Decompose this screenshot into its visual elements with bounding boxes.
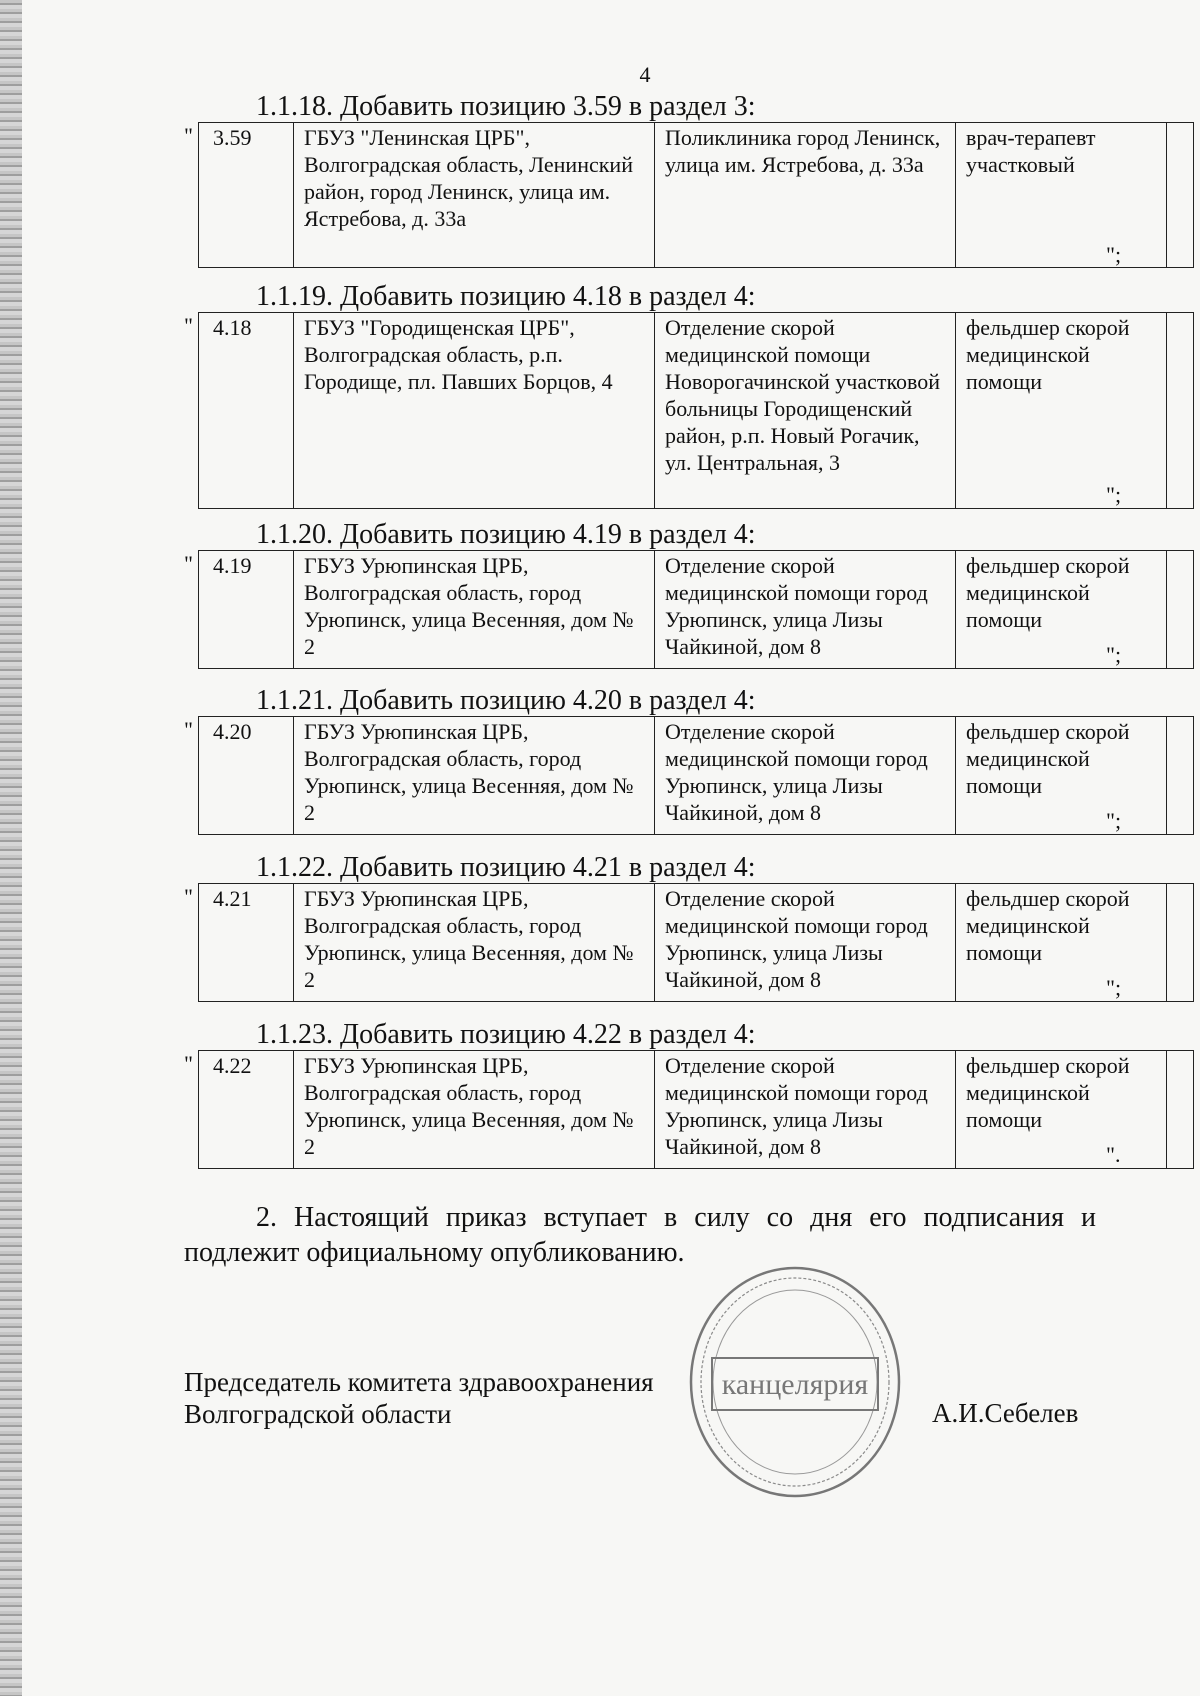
empty-cell [1167,313,1194,509]
signer-name: А.И.Себелев [932,1398,1079,1428]
close-quote: "; [1106,642,1122,667]
signer-title-line2: Волгоградской области [184,1399,452,1429]
open-quote: " [184,123,193,148]
office-stamp [686,1262,904,1502]
position-number: 4.20 [199,717,294,835]
position-number: 4.19 [199,551,294,669]
job-position-cell: фельдшер скорой медицинской помощи [956,1051,1167,1169]
job-position-cell: фельдшер скорой медицинской помощи [956,884,1167,1002]
department-cell: Отделение скорой медицинской помощи город Урюпинск, улица Лизы Чайкиной, дом 8 [655,717,956,835]
job-position-cell: фельдшер скорой медицинской помощи [956,551,1167,669]
open-quote: " [184,313,193,338]
open-quote: " [184,551,193,576]
open-quote: " [184,1051,193,1076]
close-quote: "; [1106,975,1122,1000]
entry-table [198,883,1194,1002]
organization-cell: ГБУЗ "Ленинская ЦРБ", Волгоградская область, Ленинский район, город Ленинск, улица им. Ястребова, д. 33а [294,123,655,268]
entry-table [198,550,1194,669]
empty-cell [1167,1051,1194,1169]
effective-date-paragraph [184,1200,1096,1270]
close-quote: ". [1106,1142,1121,1167]
position-number: 3.59 [199,123,294,268]
entry-heading: 1.1.23. Добавить позицию 4.22 в раздел 4: [256,1019,756,1050]
open-quote: " [184,884,193,909]
table-row [199,551,1194,669]
entry-heading: 1.1.22. Добавить позицию 4.21 в раздел 4: [256,852,756,883]
entry-table [198,122,1194,268]
table-row [199,1051,1194,1169]
department-cell: Отделение скорой медицинской помощи город Урюпинск, улица Лизы Чайкиной, дом 8 [655,1051,956,1169]
entry-heading: 1.1.20. Добавить позицию 4.19 в раздел 4: [256,519,756,550]
organization-cell: ГБУЗ "Городищенская ЦРБ", Волгоградская область, р.п. Городище, пл. Павших Борцов, 4 [294,313,655,509]
position-number: 4.21 [199,884,294,1002]
close-quote: "; [1106,482,1122,507]
department-cell: Отделение скорой медицинской помощи Новорогачинской участковой больницы Городищенский район, р.п. Новый Рогачик, ул. Центральная, 3 [655,313,956,509]
table-row [199,717,1194,835]
entry-table [198,312,1194,509]
table-row [199,123,1194,268]
close-quote: "; [1106,242,1122,267]
organization-cell: ГБУЗ Урюпинская ЦРБ, Волгоградская область, город Урюпинск, улица Весенняя, дом № 2 [294,717,655,835]
entry-heading: 1.1.19. Добавить позицию 4.18 в раздел 4: [256,281,756,312]
signature-block [184,1366,654,1430]
job-position-cell: фельдшер скорой медицинской помощи [956,313,1167,509]
department-cell: Отделение скорой медицинской помощи город Урюпинск, улица Лизы Чайкиной, дом 8 [655,551,956,669]
empty-cell [1167,123,1194,268]
entry-heading: 1.1.18. Добавить позицию 3.59 в раздел 3: [256,91,756,122]
stamp-text: канцелярия [721,1368,869,1401]
empty-cell [1167,717,1194,835]
scan-edge [0,0,22,1696]
position-number: 4.18 [199,313,294,509]
paragraph-text: 2. Настоящий приказ вступает в силу со дня его подписания и подлежит официальному опубликованию. [184,1202,1096,1268]
empty-cell [1167,551,1194,669]
position-number: 4.22 [199,1051,294,1169]
job-position-cell: фельдшер скорой медицинской помощи [956,717,1167,835]
organization-cell: ГБУЗ Урюпинская ЦРБ, Волгоградская область, город Урюпинск, улица Весенняя, дом № 2 [294,551,655,669]
signer-title-line1: Председатель комитета здравоохранения [184,1367,654,1397]
entry-table [198,1050,1194,1169]
table-row [199,313,1194,509]
page-number: 4 [639,62,651,87]
entry-heading: 1.1.21. Добавить позицию 4.20 в раздел 4: [256,685,756,716]
empty-cell [1167,884,1194,1002]
department-cell: Отделение скорой медицинской помощи город Урюпинск, улица Лизы Чайкиной, дом 8 [655,884,956,1002]
close-quote: "; [1106,808,1122,833]
entry-table [198,716,1194,835]
organization-cell: ГБУЗ Урюпинская ЦРБ, Волгоградская область, город Урюпинск, улица Весенняя, дом № 2 [294,1051,655,1169]
open-quote: " [184,717,193,742]
table-row [199,884,1194,1002]
organization-cell: ГБУЗ Урюпинская ЦРБ, Волгоградская область, город Урюпинск, улица Весенняя, дом № 2 [294,884,655,1002]
job-position-cell: врач-терапевт участковый [956,123,1167,268]
department-cell: Поликлиника город Ленинск, улица им. Ястребова, д. 33а [655,123,956,268]
